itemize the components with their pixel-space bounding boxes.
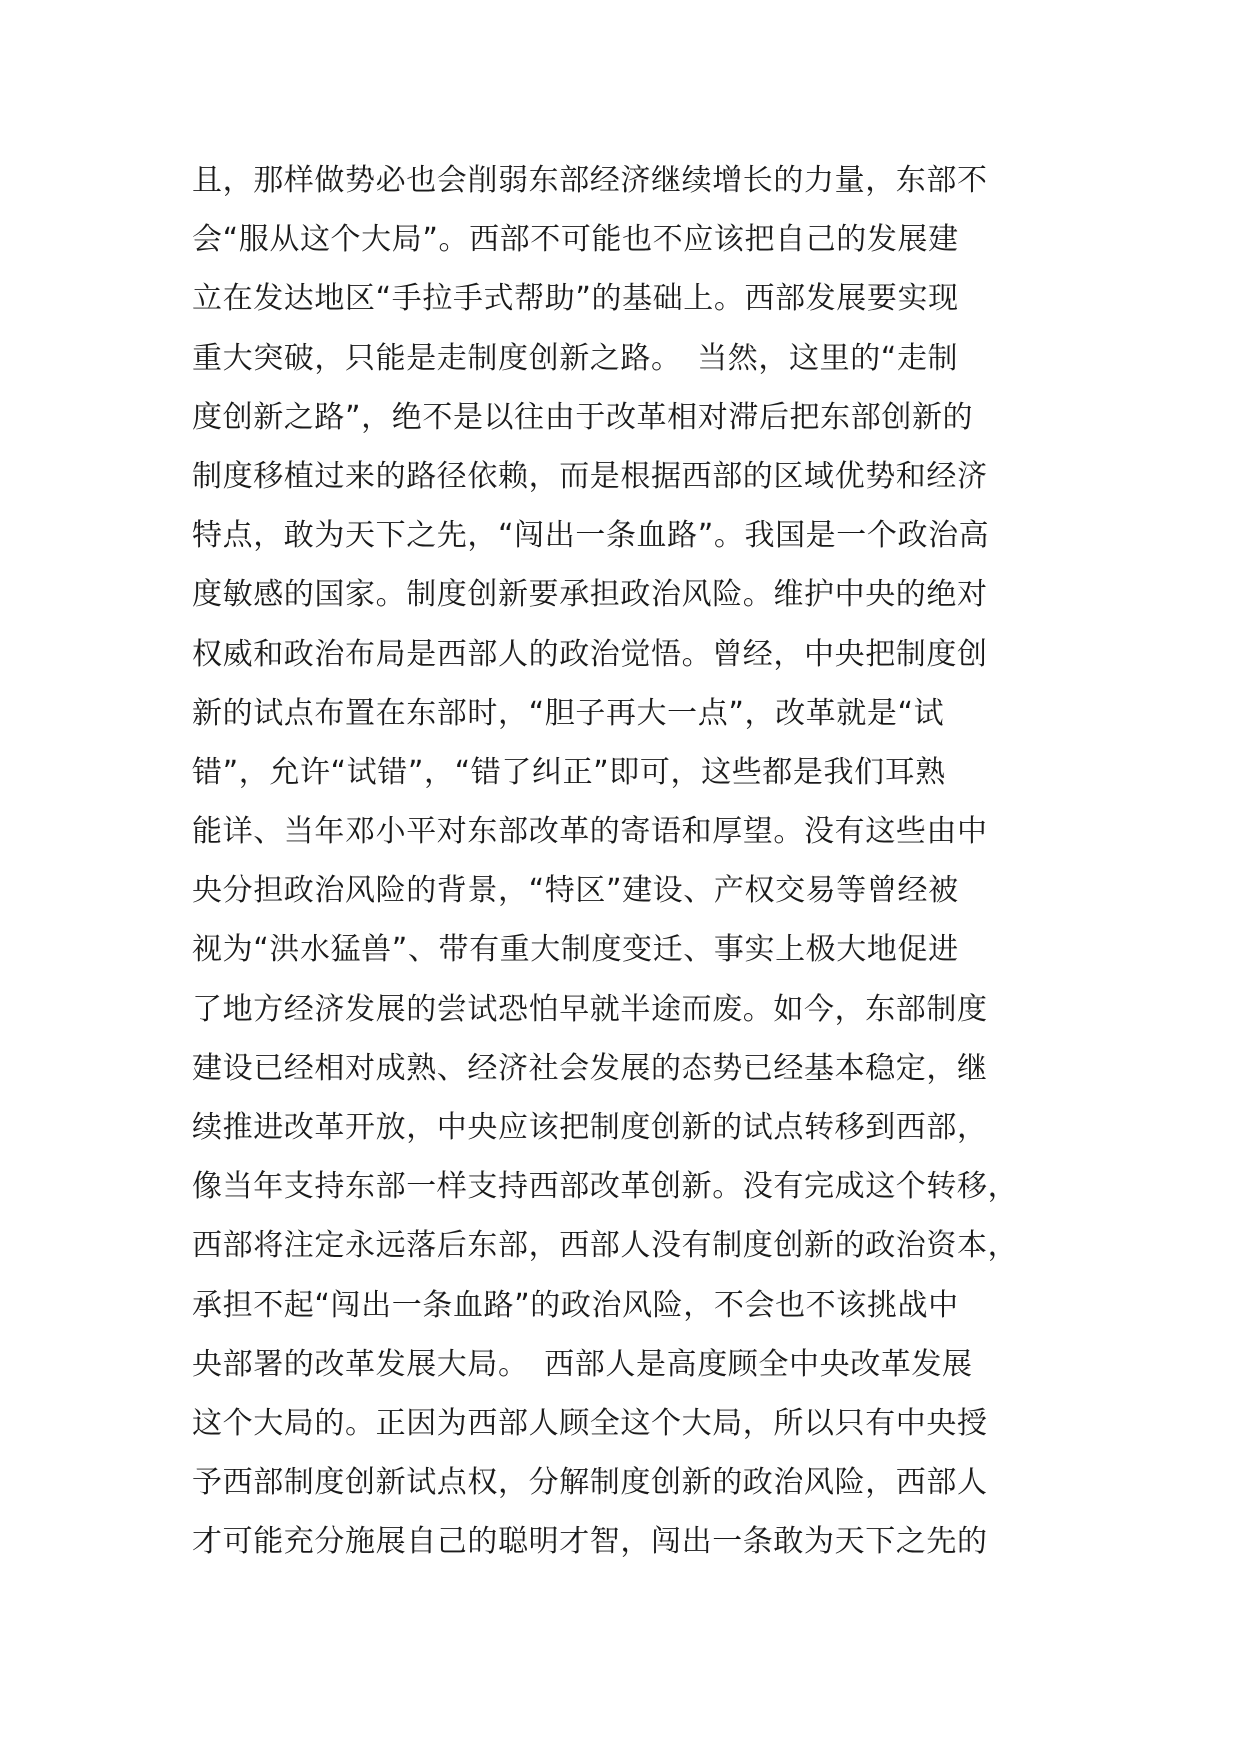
- text-line: 西部将注定永远落后东部，西部人没有制度创新的政治资本，: [192, 1228, 1019, 1264]
- text-line: 立在发达地区“手拉手式帮助”的基础上。西部发展要实现: [192, 281, 959, 317]
- text-line: 权威和政治布局是西部人的政治觉悟。曾经，中央把制度创: [192, 636, 988, 672]
- text-line: 新的试点布置在东部时，“胆子再大一点”，改革就是“试: [192, 695, 945, 731]
- text-line: 会“服从这个大局”。西部不可能也不应该把自己的发展建: [192, 222, 959, 258]
- text-line: 了地方经济发展的尝试恐怕早就半途而废。如今，东部制度: [192, 991, 988, 1027]
- text-line: 续推进改革开放，中央应该把制度创新的试点转移到西部，: [192, 1110, 988, 1145]
- text-line: 央分担政治风险的背景，“特区”建设、产权交易等曾经被: [192, 873, 959, 909]
- text-line: 视为“洪水猛兽”、带有重大制度变迁、事实上极大地促进: [192, 932, 959, 968]
- text-line: 承担不起“闯出一条血路”的政治风险，不会也不该挑战中: [192, 1287, 959, 1323]
- text-line: 重大突破，只能是走制度创新之路。 当然，这里的“走制: [192, 340, 959, 376]
- text-line: 予西部制度创新试点权，分解制度创新的政治风险，西部人: [192, 1465, 988, 1501]
- text-line: 特点，敢为天下之先，“闯出一条血路”。我国是一个政治高: [192, 518, 990, 554]
- text-line: 制度移植过来的路径依赖，而是根据西部的区域优势和经济: [192, 458, 988, 494]
- text-line: 能详、当年邓小平对东部改革的寄语和厚望。没有这些由中: [192, 814, 988, 850]
- text-line: 像当年支持东部一样支持西部改革创新。没有完成这个转移，: [192, 1169, 1019, 1205]
- text-line: 央部署的改革发展大局。 西部人是高度顾全中央改革发展: [192, 1346, 973, 1382]
- text-line: 错”，允许“试错”，“错了纠正”即可，这些都是我们耳熟: [192, 754, 946, 790]
- text-line: 建设已经相对成熟、经济社会发展的态势已经基本稳定，继: [192, 1050, 988, 1086]
- text-line: 度敏感的国家。制度创新要承担政治风险。维护中央的绝对: [192, 577, 988, 613]
- text-line: 才可能充分施展自己的聪明才智，闯出一条敢为天下之先的: [192, 1524, 988, 1560]
- text-line: 且，那样做势必也会削弱东部经济继续增长的力量，东部不: [192, 163, 988, 198]
- text-line: 这个大局的。正因为西部人顾全这个大局，所以只有中央授: [192, 1405, 988, 1441]
- body-text: [192, 160, 1072, 1581]
- text-line: 度创新之路”，绝不是以往由于改革相对滞后把东部创新的: [192, 399, 974, 435]
